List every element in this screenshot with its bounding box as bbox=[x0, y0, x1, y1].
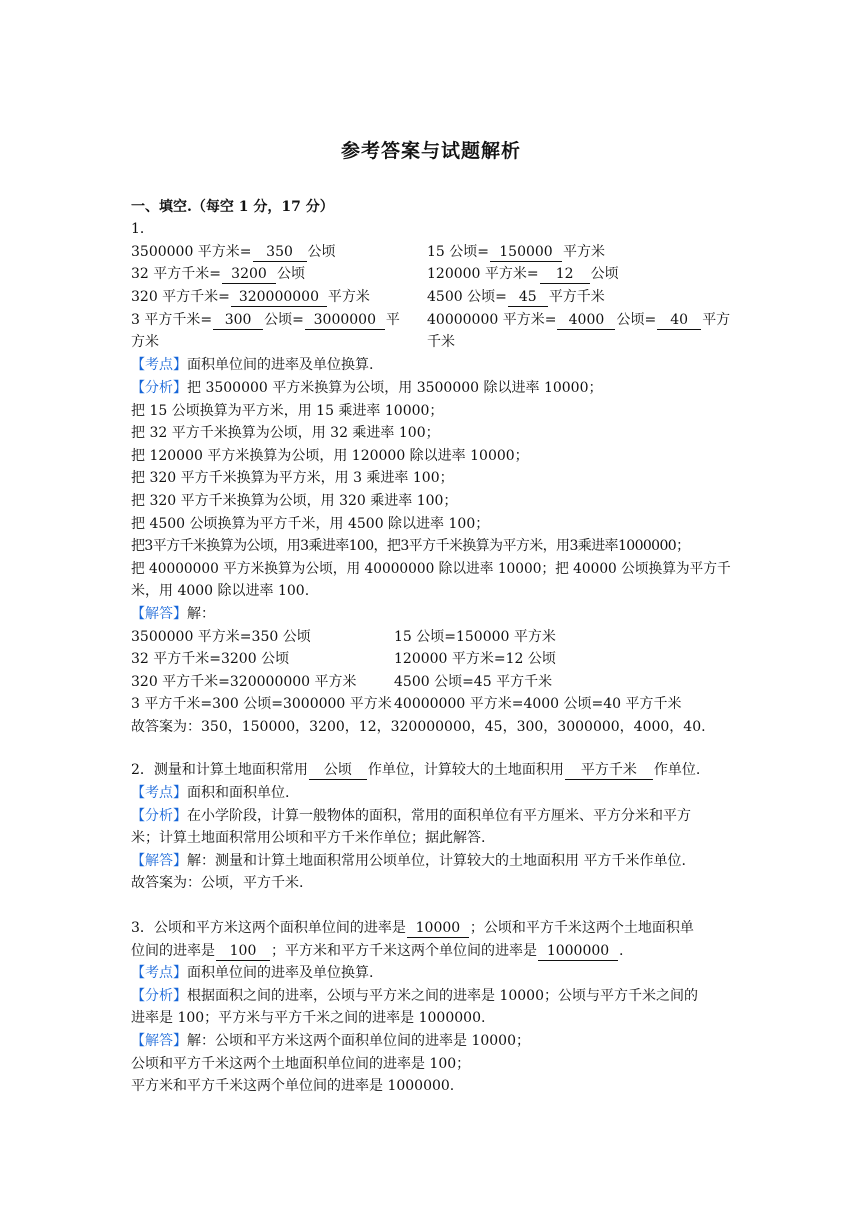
q1-answer-right: 120000 平方米=12 公顷 bbox=[394, 651, 556, 667]
q3-jieda: 【解答】解：公顷和平方米这两个面积单位间的进率是 10000； bbox=[131, 1033, 530, 1049]
q3-fenxi: 【分析】根据面积之间的进率，公顷与平方米之间的进率是 10000；公顷与平方千米之间的 bbox=[131, 988, 698, 1004]
q1-conclusion: 故答案为：350，150000，3200，12，320000000，45，300，3000000，4000，40. bbox=[131, 719, 706, 735]
q3-question-line2: 位间的进率是 100 ；平方米和平方千米这两个单位间的进率是 1000000 . bbox=[131, 943, 624, 959]
section-heading: 一、填空.（每空 1 分，17 分） bbox=[131, 199, 334, 215]
q2-jieda: 【解答】解：测量和计算土地面积常用公顷单位，计算较大的土地面积用 平方千米作单位. bbox=[131, 853, 686, 869]
q1-fenxi-line: 把 320 平方千米换算为平方米，用 3 乘进率 100； bbox=[131, 470, 454, 486]
q1-answer-left: 320 平方千米=320000000 平方米 bbox=[131, 674, 357, 690]
q3-question: 3．公顷和平方米这两个面积单位间的进率是 10000 ；公顷和平方千米这两个土地面积单 bbox=[131, 920, 694, 936]
answer-blank: 3000000 bbox=[305, 312, 385, 330]
fenxi-tag: 【分析】 bbox=[131, 380, 187, 396]
kaodian-tag: 【考点】 bbox=[131, 965, 187, 981]
q1-answer-left: 3500000 平方米=350 公顷 bbox=[131, 629, 311, 645]
q2-fenxi: 【分析】在小学阶段，计算一般物体的面积，常用的面积单位有平方厘米、平方分米和平方 bbox=[131, 808, 691, 824]
q1-left-item: 320 平方千米= 320000000 平方米 bbox=[131, 289, 370, 305]
q1-right-wrap: 千米 bbox=[427, 334, 455, 350]
fenxi-tag: 【分析】 bbox=[131, 808, 187, 824]
q2-question: 2．测量和计算土地面积常用 公顷 作单位，计算较大的土地面积用 平方千米 作单位. bbox=[131, 762, 701, 778]
answer-blank: 300 bbox=[213, 312, 263, 330]
q2-kaodian: 【考点】面积和面积单位. bbox=[131, 785, 290, 801]
page-title: 参考答案与试题解析 bbox=[340, 140, 521, 162]
q1-fenxi-line: 把 40000000 平方米换算为公顷，用 40000000 除以进率 10000；把 40000 公顷换算为平方千 bbox=[131, 561, 731, 577]
answer-blank: 12 bbox=[540, 266, 590, 284]
answer-blank: 平方千米 bbox=[565, 762, 653, 780]
answer-blank: 4000 bbox=[557, 312, 615, 330]
q1-fenxi-line: 把 15 公顷换算为平方米，用 15 乘进率 10000； bbox=[131, 403, 444, 419]
q1-answer-right: 40000000 平方米=4000 公顷=40 平方千米 bbox=[394, 696, 682, 712]
answer-blank: 320000000 bbox=[231, 289, 327, 307]
q1-left-item: 3500000 平方米= 350 公顷 bbox=[131, 244, 336, 260]
jieda-tag: 【解答】 bbox=[131, 606, 187, 622]
q1-fenxi-line: 把 4500 公顷换算为平方千米，用 4500 除以进率 100； bbox=[131, 516, 490, 532]
q3-jieda-line: 公顷和平方千米这两个土地面积单位间的进率是 100； bbox=[131, 1056, 471, 1072]
answer-blank: 10000 bbox=[407, 920, 469, 938]
answer-blank: 100 bbox=[216, 943, 270, 961]
q1-right-item: 120000 平方米= 12 公顷 bbox=[427, 266, 619, 282]
q1-kaodian: 【考点】面积单位间的进率及单位换算. bbox=[131, 357, 374, 373]
fenxi-tag: 【分析】 bbox=[131, 988, 187, 1004]
q1-fenxi-line: 把3平方千米换算为公顷，用3乘进率100，把3平方千米换算为平方米，用3乘进率1000000； bbox=[131, 538, 690, 554]
q1-left-item: 3 平方千米= 300 公顷= 3000000 平 bbox=[131, 312, 400, 328]
q2-conclusion: 故答案为：公顷，平方千米. bbox=[131, 875, 304, 891]
q1-fenxi-line: 把 32 平方千米换算为公顷，用 32 乘进率 100； bbox=[131, 425, 440, 441]
q1-fenxi: 【分析】把 3500000 平方米换算为公顷，用 3500000 除以进率 10000； bbox=[131, 380, 603, 396]
q1-answer-right: 15 公顷=150000 平方米 bbox=[394, 629, 556, 645]
q3-kaodian: 【考点】面积单位间的进率及单位换算. bbox=[131, 965, 374, 981]
q1-right-item: 40000000 平方米= 4000 公顷= 40 平方 bbox=[427, 312, 731, 328]
q3-fenxi-line: 进率是 100；平方米与平方千米之间的进率是 1000000. bbox=[131, 1010, 486, 1026]
jieda-tag: 【解答】 bbox=[131, 853, 187, 869]
answer-blank: 45 bbox=[508, 289, 548, 307]
q1-fenxi-line: 把 120000 平方米换算为公顷，用 120000 除以进率 10000； bbox=[131, 448, 529, 464]
q1-fenxi-line: 把 320 平方千米换算为公顷，用 320 乘进率 100； bbox=[131, 493, 458, 509]
jieda-tag: 【解答】 bbox=[131, 1033, 187, 1049]
q1-left-wrap: 方米 bbox=[131, 334, 159, 350]
q1-jieda: 【解答】解： bbox=[131, 606, 215, 622]
q1-number: 1． bbox=[131, 221, 154, 237]
q2-fenxi-line: 米；计算土地面积常用公顷和平方千米作单位；据此解答. bbox=[131, 830, 486, 846]
q1-left-item: 32 平方千米= 3200 公顷 bbox=[131, 266, 305, 282]
q1-answer-left: 32 平方千米=3200 公顷 bbox=[131, 651, 290, 667]
q1-right-item: 4500 公顷= 45 平方千米 bbox=[427, 289, 605, 305]
answer-blank: 350 bbox=[253, 244, 307, 262]
kaodian-tag: 【考点】 bbox=[131, 357, 187, 373]
answer-blank: 公顷 bbox=[309, 762, 367, 780]
answer-blank: 1000000 bbox=[538, 943, 618, 961]
q1-answer-left: 3 平方千米=300 公顷=3000000 平方米 bbox=[131, 696, 392, 712]
answer-blank: 40 bbox=[657, 312, 701, 330]
answer-blank: 3200 bbox=[222, 266, 276, 284]
kaodian-tag: 【考点】 bbox=[131, 785, 187, 801]
q1-answer-right: 4500 公顷=45 平方千米 bbox=[394, 674, 553, 690]
q3-jieda-line: 平方米和平方千米这两个单位间的进率是 1000000. bbox=[131, 1078, 455, 1094]
q1-fenxi-line: 米，用 4000 除以进率 100. bbox=[131, 583, 310, 599]
q1-right-item: 15 公顷= 150000 平方米 bbox=[427, 244, 605, 260]
answer-blank: 150000 bbox=[490, 244, 562, 262]
